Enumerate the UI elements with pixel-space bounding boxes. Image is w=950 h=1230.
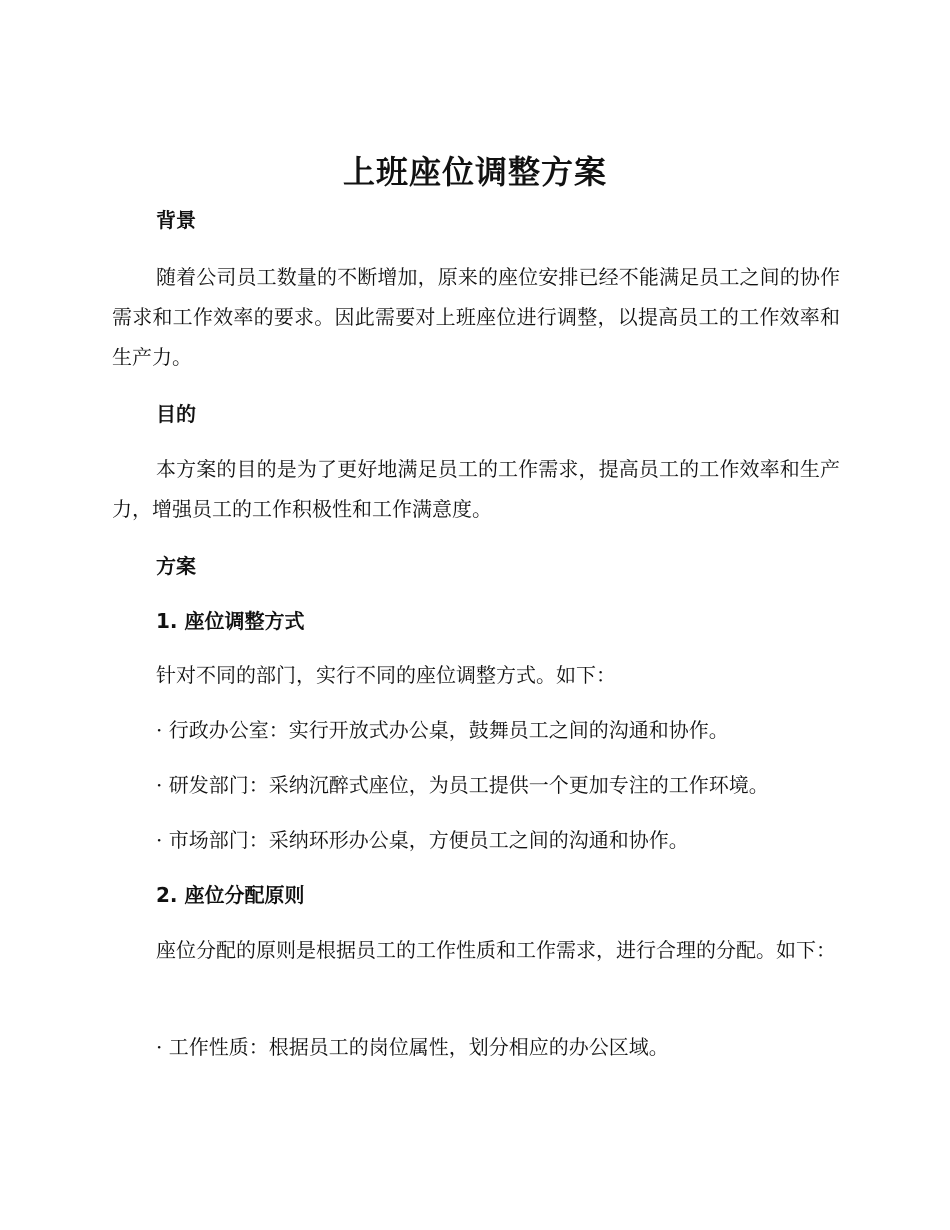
section-heading-purpose: 目的 <box>156 402 196 426</box>
purpose-paragraph: 本方案的目的是为了更好地满足员工的工作需求，提高员工的工作效率和生产力，增强员工的工作积极性和工作满意度。 <box>112 457 840 521</box>
section-heading-plan: 方案 <box>156 554 196 578</box>
section-heading-background: 背景 <box>156 208 196 232</box>
subsection-heading-principle: 2. 座位分配原则 <box>156 883 305 907</box>
method-item: · 研发部门：采纳沉醉式座位，为员工提供一个更加专注的工作环境。 <box>156 773 769 797</box>
subsection-heading-method: 1. 座位调整方式 <box>156 609 305 633</box>
method-item: · 市场部门：采纳环形办公桌，方便员工之间的沟通和协作。 <box>156 828 689 852</box>
background-paragraph: 随着公司员工数量的不断增加，原来的座位安排已经不能满足员工之间的协作需求和工作效率的要求。因此需要对上班座位进行调整，以提高员工的工作效率和生产力。 <box>112 265 840 369</box>
method-item: · 行政办公室：实行开放式办公桌，鼓舞员工之间的沟通和协作。 <box>156 718 729 742</box>
principle-item: · 工作性质：根据员工的岗位属性，划分相应的办公区域。 <box>156 1035 669 1059</box>
principle-paragraph: 座位分配的原则是根据员工的工作性质和工作需求，进行合理的分配。如下： <box>156 938 836 962</box>
document-title: 上班座位调整方案 <box>342 153 607 191</box>
method-intro: 针对不同的部门，实行不同的座位调整方式。如下： <box>156 663 616 687</box>
